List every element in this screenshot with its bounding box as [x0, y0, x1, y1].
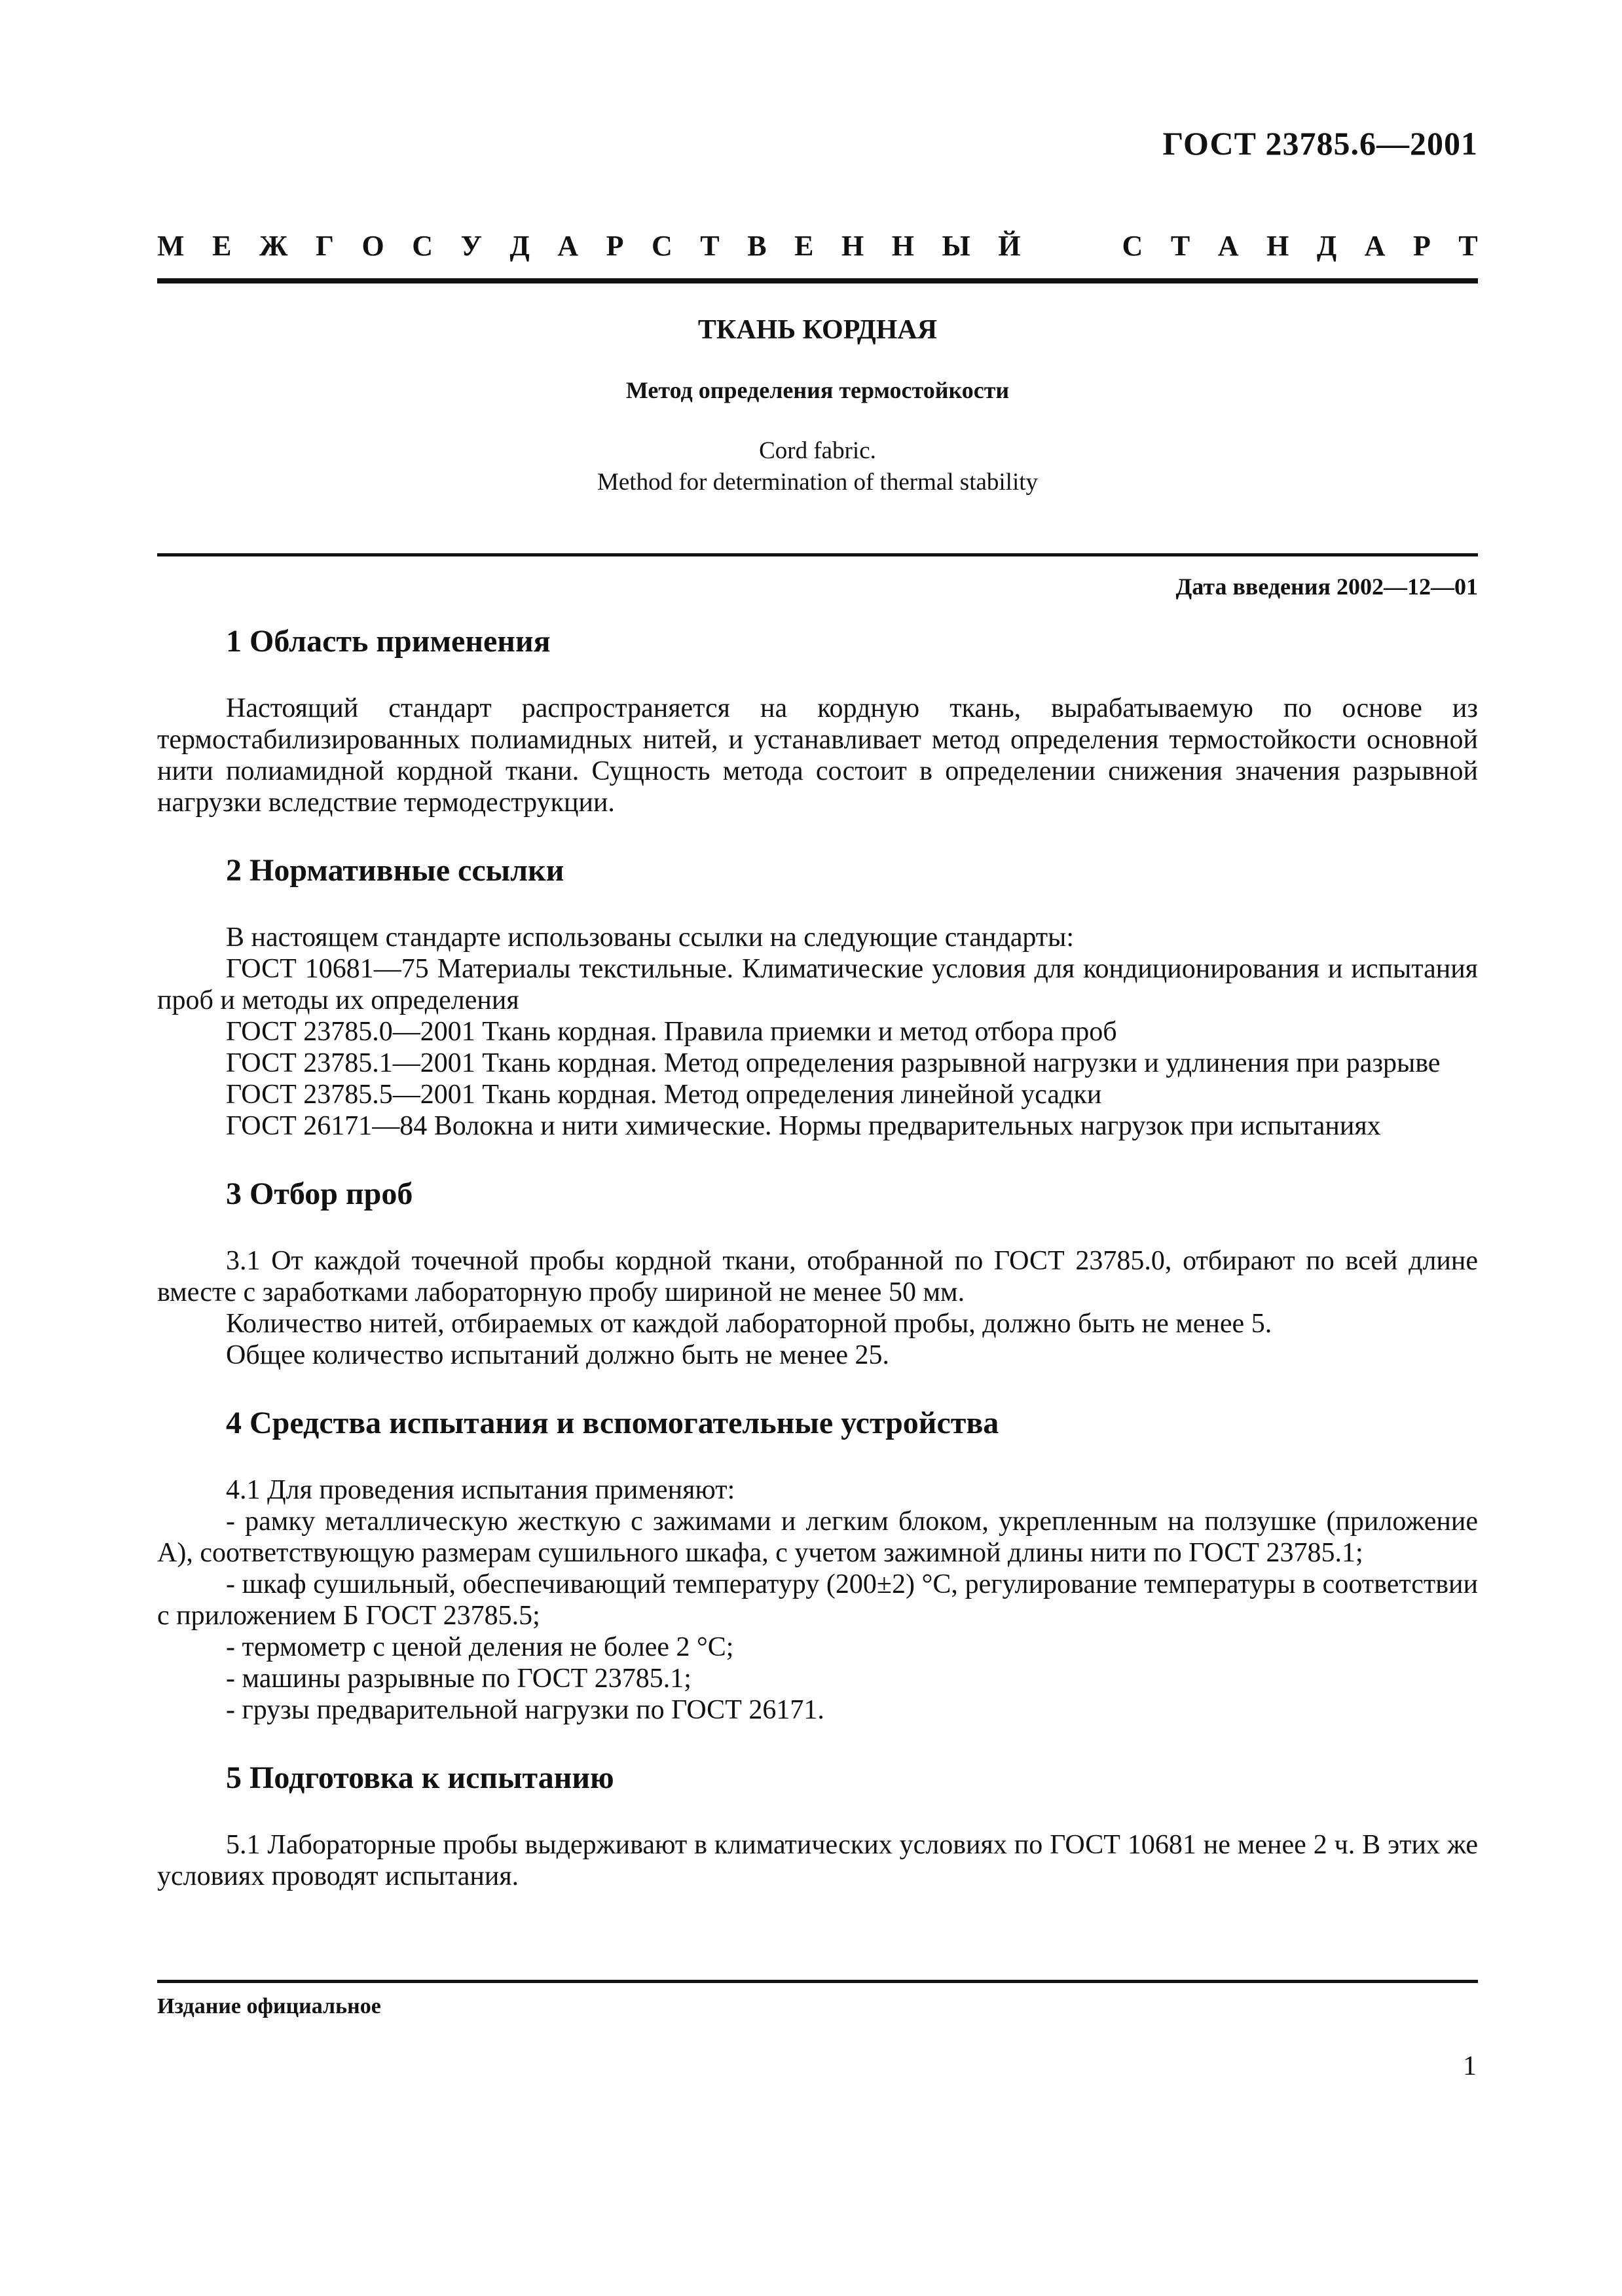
- reference-item: ГОСТ 23785.1—2001 Ткань кордная. Метод определения разрывной нагрузки и удлинения при разрыве: [226, 1048, 1441, 1078]
- standard-type-letter: Р: [606, 230, 624, 262]
- reference-item: ГОСТ 26171—84 Волокна и нити химические. Нормы предварительных нагрузок при испытаниях: [226, 1111, 1381, 1141]
- section-2-paragraph: В настоящем стандарте использованы ссылки на следующие стандарты:: [226, 922, 1075, 953]
- standard-type-letter: Н: [891, 230, 914, 262]
- standard-type-letter: У: [460, 230, 482, 262]
- equipment-item: - грузы предварительной нагрузки по ГОСТ 26171.: [226, 1695, 824, 1725]
- english-title-line-2: Method for determination of thermal stability: [597, 469, 1039, 496]
- standard-type-letter: Р: [1412, 230, 1431, 262]
- standard-type-letter: Д: [1316, 230, 1337, 262]
- reference-item: ГОСТ 10681—75 Материалы текстильные. Климатические условия для кондиционирования и испытания проб и методы их определения: [157, 954, 1478, 1015]
- english-title-line-1: Cord fabric.: [759, 437, 876, 464]
- standard-type-letter: С: [651, 230, 673, 262]
- equipment-item: - шкаф сушильный, обеспечивающий температуру (200±2) °С, регулирование температуры в соответствии с приложением Б ГОСТ 23785.5;: [157, 1569, 1478, 1631]
- section-4-heading: 4 Средства испытания и вспомогательные устройства: [226, 1406, 999, 1440]
- standard-type-heading: [157, 229, 1478, 263]
- standard-type-letter: Г: [316, 230, 334, 262]
- standard-type-letter: Н: [841, 230, 864, 262]
- section-3-paragraph: Количество нитей, отбираемых от каждой лабораторной пробы, должно быть не менее 5.: [226, 1309, 1272, 1339]
- standard-type-letter: Ы: [942, 230, 970, 262]
- standard-type-letter: О: [361, 230, 384, 262]
- equipment-item: - машины разрывные по ГОСТ 23785.1;: [226, 1664, 691, 1694]
- standard-type-letter: Д: [509, 230, 530, 262]
- standard-type-letter: В: [747, 230, 767, 262]
- section-3-paragraph: Общее количество испытаний должно быть не менее 25.: [226, 1340, 890, 1370]
- standard-type-letter: Ж: [259, 230, 288, 262]
- edition-label: Издание официальное: [157, 1994, 381, 2018]
- header-rule: [157, 278, 1478, 283]
- word-gap: [1048, 229, 1094, 263]
- reference-item: ГОСТ 23785.5—2001 Ткань кордная. Метод определения линейной усадки: [226, 1080, 1102, 1110]
- standard-type-letter: М: [157, 230, 185, 262]
- section-3-paragraph: 3.1 От каждой точечной пробы кордной ткани, отобранной по ГОСТ 23785.0, отбирают по всей длине вместе с заработками лабораторную пробу шириной не менее 50 мм.: [157, 1246, 1478, 1307]
- page-number: 1: [1463, 2051, 1477, 2081]
- standard-type-letter: Е: [794, 230, 814, 262]
- section-5-paragraph: 5.1 Лабораторные пробы выдерживают в климатических условиях по ГОСТ 10681 не менее 2 ч. В этих же условиях проводят испытания.: [157, 1830, 1478, 1891]
- section-1-paragraph: Настоящий стандарт распространяется на кордную ткань, вырабатываемую по основе из термостабилизированных полиамидных нитей, и устанавливает метод определения термостойкости основной нити полиамидной кордной ткани. Сущность метода состоит в определении снижения значения разрывной нагрузки вследствие термодеструкции.: [157, 693, 1478, 818]
- section-2-heading: 2 Нормативные ссылки: [226, 853, 564, 888]
- english-title: [157, 435, 1478, 498]
- document-body: [157, 622, 1478, 1892]
- standard-type-letter: А: [557, 230, 579, 262]
- title-rule: [157, 553, 1478, 556]
- standard-type-letter: Т: [1170, 230, 1190, 262]
- standard-type-letter: Т: [700, 230, 720, 262]
- document-title: ТКАНЬ КОРДНАЯ: [697, 315, 938, 345]
- section-4-paragraph: 4.1 Для проведения испытания применяют:: [226, 1475, 735, 1505]
- standard-type-letter: Н: [1266, 230, 1289, 262]
- section-5-heading: 5 Подготовка к испытанию: [226, 1760, 614, 1795]
- document-number: ГОСТ 23785.6—2001: [1162, 125, 1478, 162]
- section-3-heading: 3 Отбор проб: [226, 1176, 413, 1211]
- footer-rule: [157, 1980, 1478, 1983]
- standard-type-letter: Е: [212, 230, 232, 262]
- standard-type-letter: С: [1122, 230, 1143, 262]
- standard-type-letter: Т: [1458, 230, 1478, 262]
- equipment-item: - термометр с ценой деления не более 2 °С;: [226, 1632, 734, 1662]
- section-1-heading: 1 Область применения: [226, 624, 551, 659]
- equipment-item: - рамку металлическую жесткую с зажимами и легким блоком, укрепленным на ползушке (приложение А), соответствующую размерам сушильного шкафа, с учетом зажимной длины нити по ГОСТ 23785.1;: [157, 1506, 1478, 1568]
- standard-type-letter: Й: [998, 230, 1021, 262]
- standard-type-letter: А: [1217, 230, 1239, 262]
- standard-type-letter: С: [412, 230, 433, 262]
- document-subtitle: Метод определения термостойкости: [625, 377, 1010, 403]
- reference-item: ГОСТ 23785.0—2001 Ткань кордная. Правила приемки и метод отбора проб: [226, 1017, 1117, 1047]
- standard-type-letter: А: [1364, 230, 1386, 262]
- introduction-date: Дата введения 2002—12—01: [1175, 574, 1478, 600]
